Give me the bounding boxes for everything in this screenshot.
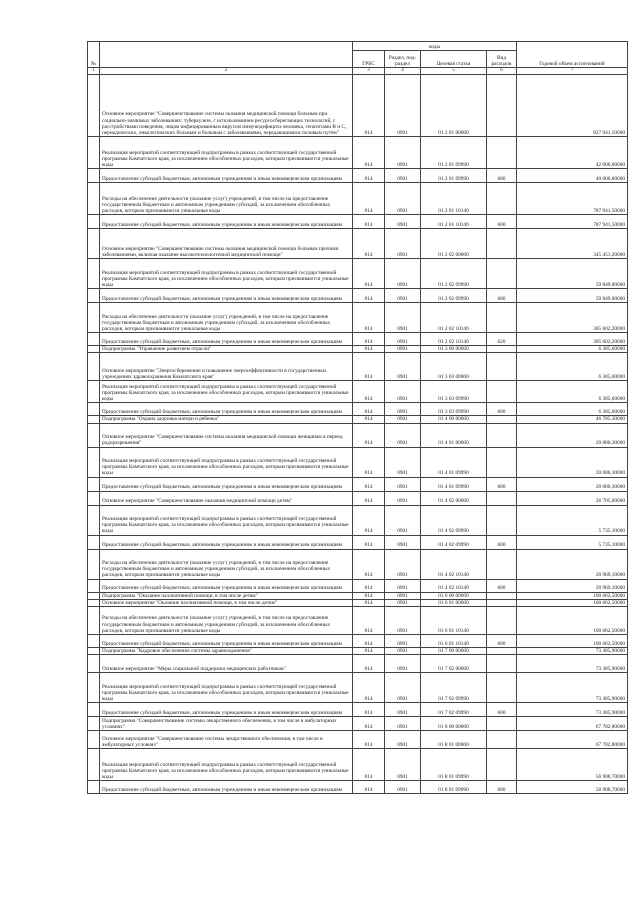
grbs-cell: 814: [353, 183, 385, 215]
target-cell: 01 2 01 10140: [421, 215, 487, 229]
grbs-cell: 814: [353, 717, 385, 731]
table-row: [88, 655, 628, 673]
grbs-cell: 814: [353, 353, 385, 381]
num-cell: [88, 169, 100, 183]
section-cell: 0901: [385, 673, 421, 703]
num-cell: [88, 781, 100, 794]
row-name: Основное мероприятие "Энергосбережение и повышение энергоэффективности в государственных учреждениях здравоохранения Камчатского края": [100, 353, 353, 381]
target-cell: 01 2 01 00000: [421, 75, 487, 137]
exp-type-cell: [487, 648, 517, 655]
exp-type-cell: [487, 491, 517, 505]
row-name: Основное мероприятие "Совершенствование системы лекарственного обеспечения, в том числе в амбулаторных условиях": [100, 731, 353, 749]
table-row: [88, 717, 628, 731]
target-cell: 01 4 02 10140: [421, 549, 487, 579]
section-cell: 0901: [385, 505, 421, 535]
row-name: Основное мероприятие "Совершенствование системы оказания медицинской помощи больным при социально-значимых заболеваниях: туберкулезе, с использованием ресурсосберегающих технологий, с расстройствами поведения, лицам инфицированным вирусом иммунодефицита человека, гепатитами В и С, периодических, онкологических больным и больным с заболеваниями, передающимися половым путём": [100, 75, 353, 137]
table-row: [88, 215, 628, 229]
row-name: Основное мероприятие "Меры социальной поддержки медицинских работников": [100, 655, 353, 673]
header-number: №: [88, 42, 100, 68]
grbs-cell: 814: [353, 259, 385, 289]
target-cell: 01 6 00 00000: [421, 592, 487, 599]
exp-type-cell: [487, 381, 517, 403]
target-cell: 01 3 00 00000: [421, 346, 487, 353]
grbs-cell: 814: [353, 505, 385, 535]
exp-type-cell: [487, 447, 517, 477]
grbs-cell: 814: [353, 749, 385, 781]
target-cell: 01 4 01 09990: [421, 447, 487, 477]
row-name: Реализация мероприятий соответствующей подпрограммы в рамках соответствующей государственной программы Камчатского края, за исключением обособленных расходов, которым присваиваются уникальные коды: [100, 505, 353, 535]
exp-type-cell: [487, 423, 517, 447]
amount-cell: 73 385,90000: [517, 703, 628, 717]
row-name: Расходы на обеспечение деятельности (оказание услуг) учреждений, в том числе на предоставление государственным бюджетным и автономным учреждениям субсидий, за исключением обособленных расходов, которым присваиваются уникальные коды: [100, 183, 353, 215]
table-row: [88, 259, 628, 289]
row-name: Предоставление субсидий бюджетным, автономным учреждениям и иным некоммерческим организациям: [100, 477, 353, 491]
amount-cell: 100 662,50000: [517, 599, 628, 606]
col-number: 7: [517, 68, 628, 75]
exp-type-cell: [487, 731, 517, 749]
table-row: [88, 731, 628, 749]
amount-cell: 100 662,50000: [517, 635, 628, 648]
num-cell: [88, 599, 100, 606]
num-cell: [88, 229, 100, 259]
target-cell: 01 2 01 09990: [421, 137, 487, 169]
section-cell: 0901: [385, 75, 421, 137]
num-cell: [88, 403, 100, 416]
exp-type-cell: [487, 303, 517, 333]
exp-type-cell: [487, 599, 517, 606]
table-row: [88, 333, 628, 346]
amount-cell: 67 782,80000: [517, 731, 628, 749]
grbs-cell: 814: [353, 333, 385, 346]
exp-type-cell: [487, 137, 517, 169]
num-cell: [88, 477, 100, 491]
target-cell: 01 3 03 00000: [421, 353, 487, 381]
target-cell: 01 4 01 00000: [421, 423, 487, 447]
exp-type-cell: 600: [487, 781, 517, 794]
target-cell: 01 4 02 00000: [421, 491, 487, 505]
amount-cell: 20 080,30000: [517, 423, 628, 447]
section-cell: 0901: [385, 183, 421, 215]
table-row: [88, 75, 628, 137]
row-name: Предоставление субсидий бюджетным, автономным учреждениям и иным некоммерческим организациям: [100, 215, 353, 229]
target-cell: 01 2 01 10140: [421, 183, 487, 215]
target-cell: 01 6 01 10140: [421, 635, 487, 648]
num-cell: [88, 655, 100, 673]
num-cell: [88, 648, 100, 655]
section-cell: 0901: [385, 289, 421, 303]
num-cell: [88, 673, 100, 703]
section-cell: 0901: [385, 215, 421, 229]
num-cell: [88, 635, 100, 648]
exp-type-cell: 600: [487, 703, 517, 717]
row-name: Предоставление субсидий бюджетным, автономным учреждениям и иным некоммерческим организациям: [100, 333, 353, 346]
target-cell: 01 7 00 00000: [421, 648, 487, 655]
section-cell: 0901: [385, 381, 421, 403]
exp-type-cell: 600: [487, 403, 517, 416]
section-cell: 0901: [385, 579, 421, 592]
amount-cell: 59 849,00000: [517, 259, 628, 289]
section-cell: 0901: [385, 416, 421, 423]
amount-cell: 46 785,30000: [517, 416, 628, 423]
target-cell: 01 7 02 09990: [421, 673, 487, 703]
row-name: Предоставление субсидий бюджетным, автономным учреждениям и иным некоммерческим организациям: [100, 635, 353, 648]
exp-type-cell: [487, 607, 517, 635]
exp-type-cell: 600: [487, 579, 517, 592]
target-cell: 01 7 02 09990: [421, 703, 487, 717]
table-row: [88, 592, 628, 599]
num-cell: [88, 717, 100, 731]
exp-type-cell: 600: [487, 535, 517, 549]
col-number: 2: [100, 68, 353, 75]
col-number: 1: [88, 68, 100, 75]
col-number: 4: [385, 68, 421, 75]
exp-type-cell: [487, 75, 517, 137]
amount-cell: 59 849,00000: [517, 289, 628, 303]
header-exp-type: Вид расходов: [487, 51, 517, 68]
num-cell: [88, 183, 100, 215]
table-row: [88, 289, 628, 303]
table-body: [88, 75, 628, 794]
grbs-cell: 814: [353, 635, 385, 648]
target-cell: 01 8 01 09990: [421, 749, 487, 781]
target-cell: 01 8 01 09990: [421, 781, 487, 794]
amount-cell: 787 941,50000: [517, 183, 628, 215]
amount-cell: 6 385,60000: [517, 346, 628, 353]
grbs-cell: 814: [353, 535, 385, 549]
table-row: [88, 423, 628, 447]
amount-cell: 6 385,60000: [517, 353, 628, 381]
num-cell: [88, 333, 100, 346]
amount-cell: 40 000,00000: [517, 169, 628, 183]
row-name: Расходы на обеспечение деятельности (оказание услуг) учреждений, в том числе на предоставление государственным бюджетным и автономным учреждениям субсидий, за исключением обособленных расходов, которым присваиваются уникальные коды: [100, 607, 353, 635]
header-target: Целевая статья: [421, 51, 487, 68]
num-cell: [88, 259, 100, 289]
table-row: [88, 781, 628, 794]
num-cell: [88, 491, 100, 505]
target-cell: 01 4 02 10140: [421, 579, 487, 592]
col-number: 6: [487, 68, 517, 75]
table-row: [88, 599, 628, 606]
row-name: Предоставление субсидий бюджетным, автономным учреждениям и иным некоммерческим организациям: [100, 535, 353, 549]
num-cell: [88, 75, 100, 137]
num-cell: [88, 303, 100, 333]
section-cell: 0901: [385, 491, 421, 505]
section-cell: 0901: [385, 592, 421, 599]
num-cell: [88, 137, 100, 169]
section-cell: 0901: [385, 403, 421, 416]
grbs-cell: 814: [353, 215, 385, 229]
exp-type-cell: 600: [487, 169, 517, 183]
table-row: [88, 346, 628, 353]
table-row: [88, 505, 628, 535]
target-cell: 01 8 01 00000: [421, 731, 487, 749]
amount-cell: 5 735,10000: [517, 505, 628, 535]
grbs-cell: 814: [353, 599, 385, 606]
amount-cell: 56 908,70000: [517, 781, 628, 794]
num-cell: [88, 289, 100, 303]
num-cell: [88, 731, 100, 749]
section-cell: 0901: [385, 229, 421, 259]
amount-cell: 100 662,50000: [517, 592, 628, 599]
table-row: [88, 229, 628, 259]
row-name: Реализация мероприятий соответствующей подпрограммы в рамках соответствующей государственной программы Камчатского края, за исключением обособленных расходов, которым присваиваются уникальные коды: [100, 137, 353, 169]
amount-cell: 827 941,50000: [517, 75, 628, 137]
section-cell: 0901: [385, 259, 421, 289]
row-name: Предоставление субсидий бюджетным, автономным учреждениям и иным некоммерческим организациям: [100, 403, 353, 416]
col-number: 5: [421, 68, 487, 75]
target-cell: 01 8 00 00000: [421, 717, 487, 731]
amount-cell: 6 385,60000: [517, 381, 628, 403]
grbs-cell: 814: [353, 607, 385, 635]
exp-type-cell: [487, 717, 517, 731]
row-name: Подпрограмма "Оказание паллиативной помощи, в том числе детям": [100, 592, 353, 599]
grbs-cell: 814: [353, 673, 385, 703]
row-name: Реализация мероприятий соответствующей подпрограммы в рамках соответствующей государственной программы Камчатского края, за исключением обособленных расходов, которым присваиваются уникальные коды: [100, 447, 353, 477]
section-cell: 0901: [385, 731, 421, 749]
row-name: Подпрограмма "Управление развитием отрасли": [100, 346, 353, 353]
grbs-cell: 814: [353, 169, 385, 183]
grbs-cell: 814: [353, 416, 385, 423]
row-name: Расходы на обеспечение деятельности (оказание услуг) учреждений, в том числе на предоставление государственным бюджетным и автономным учреждениям субсидий, за исключением обособленных расходов, которым присваиваются уникальные коды: [100, 303, 353, 333]
section-cell: 0901: [385, 549, 421, 579]
table-row: [88, 403, 628, 416]
section-cell: 0901: [385, 137, 421, 169]
target-cell: 01 2 02 10140: [421, 333, 487, 346]
num-cell: [88, 381, 100, 403]
table-row: [88, 549, 628, 579]
grbs-cell: 814: [353, 403, 385, 416]
row-name: Расходы на обеспечение деятельности (оказание услуг) учреждений, в том числе на предоставление государственным бюджетным и автономным учреждениям субсидий, за исключением обособленных расходов, которым присваиваются уникальные коды: [100, 549, 353, 579]
grbs-cell: 814: [353, 648, 385, 655]
target-cell: 01 2 02 00000: [421, 229, 487, 259]
exp-type-cell: 600: [487, 215, 517, 229]
grbs-cell: 814: [353, 579, 385, 592]
table-row: [88, 381, 628, 403]
amount-cell: 20 969,10000: [517, 549, 628, 579]
section-cell: 0901: [385, 353, 421, 381]
section-cell: 0901: [385, 781, 421, 794]
exp-type-cell: 620: [487, 333, 517, 346]
grbs-cell: 814: [353, 447, 385, 477]
target-cell: 01 2 01 09990: [421, 169, 487, 183]
target-cell: 01 4 01 09990: [421, 477, 487, 491]
section-cell: 0901: [385, 535, 421, 549]
amount-cell: 56 908,70000: [517, 749, 628, 781]
section-cell: 0901: [385, 423, 421, 447]
amount-cell: 100 662,50000: [517, 607, 628, 635]
row-name: Предоставление субсидий бюджетным, автономным учреждениям и иным некоммерческим организациям: [100, 169, 353, 183]
section-cell: 0901: [385, 749, 421, 781]
grbs-cell: 814: [353, 303, 385, 333]
row-name: Предоставление субсидий бюджетным, автономным учреждениям и иным некоммерческим организациям: [100, 289, 353, 303]
section-cell: 0901: [385, 648, 421, 655]
row-name: Реализация мероприятий соответствующей подпрограммы в рамках соответствующей государственной программы Камчатского края, за исключением обособленных расходов, которым присваиваются уникальные коды: [100, 749, 353, 781]
num-cell: [88, 535, 100, 549]
table-row: [88, 579, 628, 592]
table-row: [88, 635, 628, 648]
section-cell: 0901: [385, 607, 421, 635]
row-name: Подпрограмма "Охрана здоровья матери и ребенка": [100, 416, 353, 423]
num-cell: [88, 592, 100, 599]
exp-type-cell: [487, 655, 517, 673]
table-row: [88, 535, 628, 549]
row-name: Подпрограмма "Кадровое обеспечение системы здравоохранения": [100, 648, 353, 655]
amount-cell: 305 602,20000: [517, 333, 628, 346]
num-cell: [88, 579, 100, 592]
grbs-cell: 814: [353, 137, 385, 169]
grbs-cell: 814: [353, 549, 385, 579]
section-cell: 0901: [385, 303, 421, 333]
amount-cell: 5 735,10000: [517, 535, 628, 549]
grbs-cell: 814: [353, 381, 385, 403]
grbs-cell: 814: [353, 477, 385, 491]
target-cell: 01 6 01 10140: [421, 607, 487, 635]
exp-type-cell: [487, 259, 517, 289]
section-cell: 0901: [385, 703, 421, 717]
table-row: [88, 607, 628, 635]
exp-type-cell: 600: [487, 289, 517, 303]
amount-cell: 20 080,30000: [517, 477, 628, 491]
section-cell: 0901: [385, 447, 421, 477]
section-cell: 0901: [385, 477, 421, 491]
amount-cell: 73 385,90000: [517, 673, 628, 703]
exp-type-cell: 600: [487, 477, 517, 491]
target-cell: 01 2 02 09990: [421, 259, 487, 289]
grbs-cell: 814: [353, 655, 385, 673]
amount-cell: 73 385,90000: [517, 648, 628, 655]
exp-type-cell: [487, 229, 517, 259]
header-volume: Годовой объем ассигнований: [517, 42, 628, 68]
amount-cell: 20 969,10000: [517, 579, 628, 592]
num-cell: [88, 505, 100, 535]
target-cell: 01 2 02 10140: [421, 303, 487, 333]
row-name: Реализация мероприятий соответствующей подпрограммы в рамках соответствующей государственной программы Камчатского края, за исключением обособленных расходов, которым присваиваются уникальные коды: [100, 259, 353, 289]
table-row: [88, 353, 628, 381]
exp-type-cell: [487, 673, 517, 703]
grbs-cell: 814: [353, 75, 385, 137]
amount-cell: 305 602,20000: [517, 303, 628, 333]
target-cell: 01 4 02 09990: [421, 505, 487, 535]
grbs-cell: 814: [353, 703, 385, 717]
exp-type-cell: [487, 505, 517, 535]
table-row: [88, 303, 628, 333]
row-name: Основное мероприятие "Оказание паллиативной помощи, в том числе детям": [100, 599, 353, 606]
exp-type-cell: [487, 346, 517, 353]
target-cell: 01 4 00 00000: [421, 416, 487, 423]
num-cell: [88, 346, 100, 353]
table-row: [88, 416, 628, 423]
grbs-cell: 814: [353, 781, 385, 794]
amount-cell: 42 000,00000: [517, 137, 628, 169]
row-name: Основное мероприятие "Совершенствование системы оказания медицинской помощи женщинам в период родоразрешения": [100, 423, 353, 447]
num-cell: [88, 749, 100, 781]
table-row: [88, 648, 628, 655]
target-cell: 01 2 02 09990: [421, 289, 487, 303]
target-cell: 01 7 02 00000: [421, 655, 487, 673]
row-name: Реализация мероприятий соответствующей подпрограммы в рамках соответствующей государственной программы Камчатского края, за исключением обособленных расходов, которым присваиваются уникальные коды: [100, 381, 353, 403]
exp-type-cell: 600: [487, 635, 517, 648]
exp-type-cell: [487, 183, 517, 215]
table-row: [88, 447, 628, 477]
num-cell: [88, 353, 100, 381]
table-row: [88, 749, 628, 781]
grbs-cell: 814: [353, 731, 385, 749]
header-name: [100, 42, 353, 68]
section-cell: 0901: [385, 169, 421, 183]
amount-cell: 6 385,60000: [517, 403, 628, 416]
grbs-cell: 814: [353, 346, 385, 353]
section-cell: 0901: [385, 717, 421, 731]
row-name: Предоставление субсидий бюджетным, автономным учреждениям и иным некоммерческим организациям: [100, 703, 353, 717]
num-cell: [88, 423, 100, 447]
grbs-cell: 814: [353, 289, 385, 303]
table-row: [88, 491, 628, 505]
exp-type-cell: [487, 549, 517, 579]
target-cell: 01 3 03 09990: [421, 381, 487, 403]
table-row: [88, 703, 628, 717]
table-row: [88, 477, 628, 491]
num-cell: [88, 703, 100, 717]
amount-cell: 345 451,20000: [517, 229, 628, 259]
header-codes: коды: [353, 42, 517, 51]
target-cell: 01 4 02 09990: [421, 535, 487, 549]
amount-cell: 20 080,30000: [517, 447, 628, 477]
row-name: Основное мероприятие "Совершенствование оказания медицинской помощи детям": [100, 491, 353, 505]
exp-type-cell: [487, 416, 517, 423]
section-cell: 0901: [385, 346, 421, 353]
exp-type-cell: [487, 592, 517, 599]
grbs-cell: 814: [353, 491, 385, 505]
col-number: 3: [353, 68, 385, 75]
table-row: [88, 137, 628, 169]
num-cell: [88, 447, 100, 477]
row-name: Предоставление субсидий бюджетным, автономным учреждениям и иным некоммерческим организациям: [100, 781, 353, 794]
target-cell: 01 6 01 00000: [421, 599, 487, 606]
row-name: Основное мероприятие "Совершенствование системы оказания медицинской помощи больным прочими заболеваниями, включая оказание высокотехнологичной медицинской помощи": [100, 229, 353, 259]
exp-type-cell: [487, 353, 517, 381]
grbs-cell: 814: [353, 423, 385, 447]
amount-cell: 73 385,90000: [517, 655, 628, 673]
header-section: Раздел, под-раздел: [385, 51, 421, 68]
section-cell: 0901: [385, 599, 421, 606]
section-cell: 0901: [385, 655, 421, 673]
section-cell: 0901: [385, 333, 421, 346]
exp-type-cell: [487, 749, 517, 781]
amount-cell: 26 705,00000: [517, 491, 628, 505]
target-cell: 01 3 03 09990: [421, 403, 487, 416]
grbs-cell: 814: [353, 592, 385, 599]
amount-cell: 67 782,80000: [517, 717, 628, 731]
table-row: [88, 169, 628, 183]
row-name: Реализация мероприятий соответствующей подпрограммы в рамках соответствующей государственной программы Камчатского края, за исключением обособленных расходов, которым присваиваются уникальные коды: [100, 673, 353, 703]
num-cell: [88, 416, 100, 423]
budget-table: [87, 41, 628, 794]
section-cell: 0901: [385, 635, 421, 648]
num-cell: [88, 607, 100, 635]
table-row: [88, 183, 628, 215]
header-grbs: ГРБС: [353, 51, 385, 68]
row-name: Предоставление субсидий бюджетным, автономным учреждениям и иным некоммерческим организациям: [100, 579, 353, 592]
amount-cell: 787 941,50000: [517, 215, 628, 229]
grbs-cell: 814: [353, 229, 385, 259]
row-name: Подпрограмма "Совершенствование системы лекарственного обеспечения, в том числе в амбулаторных условиях": [100, 717, 353, 731]
num-cell: [88, 549, 100, 579]
table-row: [88, 673, 628, 703]
num-cell: [88, 215, 100, 229]
